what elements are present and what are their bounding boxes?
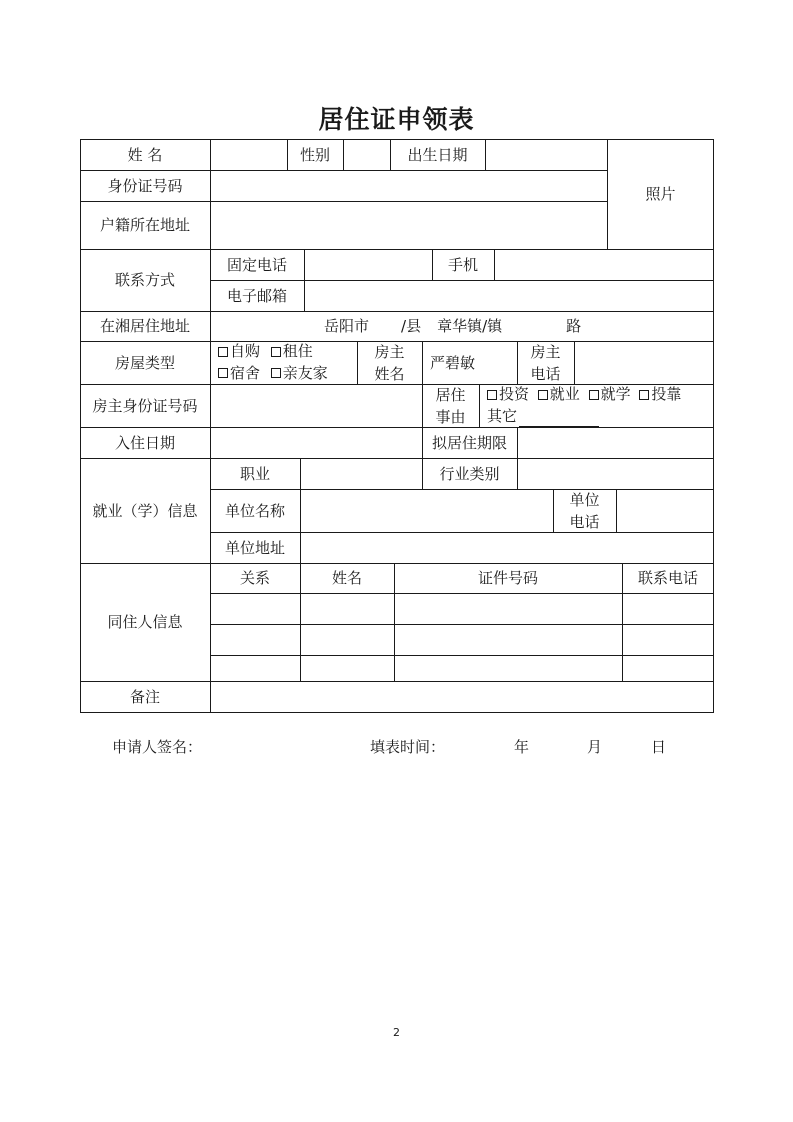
mobile-field[interactable] — [494, 249, 714, 280]
name-label: 姓 名 — [127, 145, 163, 164]
cohabitant-info-label: 同住人信息 — [107, 613, 183, 631]
owner-phone-label: 房主 电话 — [530, 342, 561, 383]
checkbox-icon — [271, 368, 281, 378]
occupation-label: 职业 — [239, 464, 270, 483]
cohabitant-cell[interactable] — [210, 655, 300, 681]
landline-label: 固定电话 — [226, 255, 287, 274]
cohabitant-cell[interactable] — [622, 624, 714, 655]
cohabitant-cell[interactable] — [210, 624, 300, 655]
employment-info-label: 就业（学）信息 — [92, 501, 198, 520]
id-number-label: 身份证号码 — [107, 176, 183, 195]
year-label: 年 — [514, 738, 530, 756]
occupation-field[interactable] — [300, 458, 422, 489]
local-address-label: 在湘居住地址 — [99, 317, 190, 335]
photo-box[interactable] — [607, 139, 714, 249]
reason-option-investment[interactable]: 投资 — [487, 384, 529, 405]
reason-option-study[interactable]: 就学 — [589, 384, 631, 405]
reason-other-field[interactable] — [519, 411, 599, 427]
industry-label: 行业类别 — [439, 464, 500, 483]
gender-label: 性别 — [299, 145, 330, 164]
cohabitant-cell[interactable] — [394, 593, 622, 624]
move-in-date-label: 入住日期 — [114, 433, 175, 452]
email-label: 电子邮箱 — [226, 286, 287, 305]
address-county: /县 — [401, 317, 422, 335]
cohabitant-cell[interactable] — [210, 593, 300, 624]
remarks-field[interactable] — [210, 681, 714, 712]
landline-field[interactable] — [304, 249, 432, 280]
planned-period-label: 拟居住期限 — [431, 433, 507, 452]
email-field[interactable] — [304, 280, 714, 311]
reason-label: 居住 事由 — [435, 385, 466, 426]
move-in-date-field[interactable] — [210, 427, 422, 458]
cohabitant-cell[interactable] — [622, 593, 714, 624]
gender-field[interactable] — [343, 139, 390, 170]
employer-address-label: 单位地址 — [224, 538, 285, 557]
cohabitant-cell[interactable] — [300, 593, 394, 624]
page-number: 2 — [393, 1026, 400, 1039]
mobile-label: 手机 — [447, 255, 478, 274]
name-field[interactable] — [210, 139, 287, 170]
owner-name-label: 房主 姓名 — [374, 342, 405, 383]
owner-id-label: 房主身份证号码 — [92, 396, 198, 415]
household-address-label: 户籍所在地址 — [99, 216, 190, 234]
employer-name-field[interactable] — [300, 489, 553, 532]
cohabitant-col-name: 姓名 — [331, 569, 362, 587]
reason-option-employment[interactable]: 就业 — [538, 384, 580, 405]
id-number-field[interactable] — [210, 170, 607, 201]
owner-phone-field[interactable] — [574, 341, 714, 384]
housing-option-purchased[interactable]: 自购 — [218, 341, 260, 362]
month-label: 月 — [587, 738, 603, 756]
housing-options — [210, 341, 357, 384]
cohabitant-cell[interactable] — [300, 655, 394, 681]
owner-id-field[interactable] — [210, 384, 422, 427]
applicant-signature-field[interactable] — [204, 736, 354, 756]
cohabitant-col-id: 证件号码 — [477, 569, 538, 587]
housing-type-label: 房屋类型 — [114, 353, 175, 372]
cohabitant-cell[interactable] — [622, 655, 714, 681]
housing-option-relatives[interactable]: 亲友家 — [271, 363, 328, 384]
reason-options — [479, 384, 714, 427]
checkbox-icon — [589, 390, 599, 400]
cohabitant-cell[interactable] — [394, 655, 622, 681]
reason-other-label: 其它 — [487, 406, 518, 425]
cohabitant-col-relation: 关系 — [239, 569, 270, 587]
planned-period-field[interactable] — [517, 427, 714, 458]
checkbox-icon — [218, 347, 228, 357]
checkbox-icon — [218, 368, 228, 378]
form-title: 居住证申领表 — [318, 105, 475, 134]
employer-address-field[interactable] — [300, 532, 714, 563]
local-address-field[interactable] — [210, 311, 714, 341]
employer-phone-field[interactable] — [616, 489, 714, 532]
owner-name-field[interactable]: 严碧敏 — [430, 353, 476, 372]
birth-date-label: 出生日期 — [407, 145, 468, 164]
address-city: 岳阳市 — [324, 317, 370, 335]
cohabitant-cell[interactable] — [300, 624, 394, 655]
industry-field[interactable] — [517, 458, 714, 489]
housing-option-rented[interactable]: 租住 — [271, 341, 313, 362]
address-town: 章华镇/镇 — [437, 317, 503, 335]
employer-phone-label: 单位 电话 — [569, 490, 600, 531]
cohabitant-cell[interactable] — [394, 624, 622, 655]
employer-name-label: 单位名称 — [224, 501, 285, 520]
address-road: 路 — [566, 317, 582, 335]
birth-date-field[interactable] — [485, 139, 607, 170]
photo-label: 照片 — [645, 185, 676, 203]
checkbox-icon — [639, 390, 649, 400]
fill-time-label: 填表时间： — [370, 738, 446, 756]
contact-method-label: 联系方式 — [114, 271, 175, 289]
cohabitant-col-phone: 联系电话 — [637, 569, 698, 587]
reason-option-family[interactable]: 投靠 — [639, 384, 681, 405]
day-label: 日 — [651, 738, 667, 756]
housing-option-dorm[interactable]: 宿舍 — [218, 363, 260, 384]
checkbox-icon — [487, 390, 497, 400]
applicant-signature-label: 申请人签名： — [112, 738, 203, 756]
checkbox-icon — [538, 390, 548, 400]
checkbox-icon — [271, 347, 281, 357]
household-address-field[interactable] — [210, 201, 607, 249]
remarks-label: 备注 — [129, 687, 160, 706]
